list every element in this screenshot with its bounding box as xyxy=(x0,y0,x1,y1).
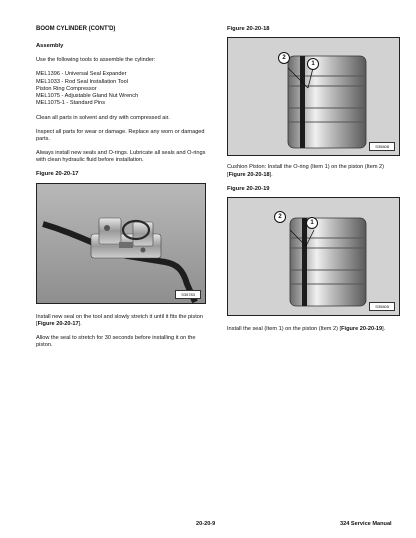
assembly-subheading: Assembly xyxy=(36,42,64,49)
inspect-paragraph: Inspect all parts for wear or damage. Replace any worn or damaged parts. xyxy=(36,128,205,142)
figure-18-title: Figure 20-20-18 xyxy=(227,26,270,32)
cushion-paragraph xyxy=(227,164,400,178)
tool-item: MEL1033 - Rod Seal Installation Tool xyxy=(36,78,128,85)
figure-18-ref: Figure 20-20-18 xyxy=(228,171,270,178)
stretch-text: Install new seal on the tool and slowly stretch it until it fits the piston [ xyxy=(36,313,203,327)
tool-item: MEL1075-1 - Standard Pins xyxy=(36,100,106,107)
tools-intro: Use the following tools to assemble the cylinder: xyxy=(36,57,156,64)
cushion-text-end: ]. xyxy=(269,171,273,178)
manual-title: 324 Service Manual xyxy=(340,521,392,527)
figure-19-image xyxy=(227,197,400,316)
tool-item: MEL1075 - Adjustable Gland Nut Wrench xyxy=(36,93,139,100)
seal-text: Install the seal (Item 1) on the piston (Item 2) [ xyxy=(227,326,342,333)
callout-item-1: 1 xyxy=(307,58,319,70)
cushion-piston-illustration xyxy=(228,38,400,156)
seal-paragraph xyxy=(227,326,400,333)
stretch-paragraph xyxy=(36,314,206,328)
figure-19-ref: Figure 20-20-19 xyxy=(341,326,383,333)
figure-18-image xyxy=(227,37,400,156)
cushion-text: Cushion Piston: Install the O-ring (Item 1) on the piston (Item 2) [ xyxy=(227,164,385,178)
figure-17-title: Figure 20-20-17 xyxy=(36,171,79,178)
section-heading: BOOM CYLINDER (CONT'D) xyxy=(36,26,116,32)
piston-seal-illustration xyxy=(228,198,400,316)
allow-paragraph: Allow the seal to stretch for 30 seconds before installing it on the piston. xyxy=(36,335,196,349)
callout-item-1: 1 xyxy=(306,217,318,229)
left-column xyxy=(36,26,206,356)
figure-19-title: Figure 20-20-19 xyxy=(227,185,270,192)
figure-19-id: S35805 xyxy=(369,302,395,311)
figure-17-ref: Figure 20-20-17 xyxy=(37,320,79,327)
figure-17-image xyxy=(36,183,206,304)
stretch-text-end: ]. xyxy=(78,320,82,327)
callout-item-2: 2 xyxy=(274,211,286,223)
right-column xyxy=(227,26,400,340)
tools-list xyxy=(36,71,206,107)
seal-expander-illustration xyxy=(37,184,206,304)
figure-17-id: S35783 xyxy=(175,290,201,299)
figure-18-id: S35808 xyxy=(369,142,395,151)
page-number: 20-20-9 xyxy=(196,521,216,527)
seal-text-end: ]. xyxy=(382,326,386,333)
callout-item-2: 2 xyxy=(278,52,290,64)
always-paragraph: Always install new seals and O-rings. Lubricate all seals and O-rings with clean hydraulic fluid before installation. xyxy=(36,150,206,164)
clean-paragraph: Clean all parts in solvent and dry with compressed air. xyxy=(36,114,170,121)
tool-item: Piston Ring Compressor xyxy=(36,85,97,92)
tool-item: MEL1396 - Universal Seal Expander xyxy=(36,71,127,78)
